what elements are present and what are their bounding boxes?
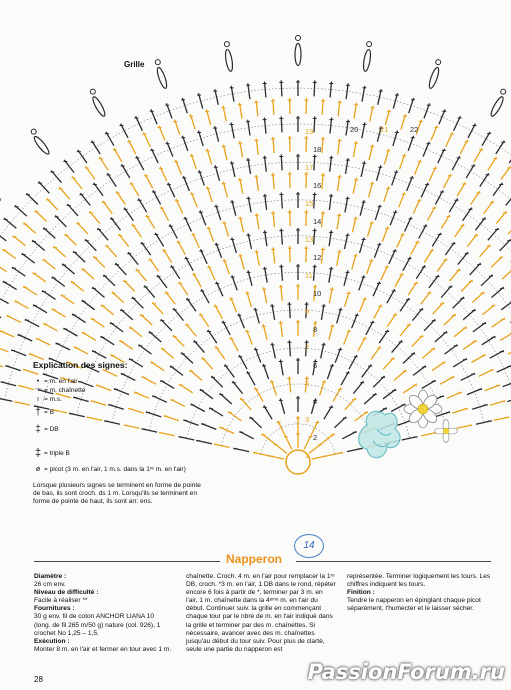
watermark: PassionForum.ru [307,660,505,684]
stitch-mark [0,231,6,241]
stitch-mark [502,268,511,279]
round-number: 7 [305,343,310,352]
page-number: 28 [34,675,43,684]
stitch-mark [501,300,511,310]
supplies-label: Fournitures : [34,605,75,613]
execution-value: Monter 8 m. en l'air et fermer en tour avec 1 m. [34,645,172,653]
round-number: 3 [305,415,310,424]
instructions-col-1 [34,573,172,654]
round-number: 2 [313,433,318,442]
stitch-mark [500,332,511,340]
round-number: 18 [313,145,322,154]
round-number: 12 [313,253,322,262]
legend-item-slip: ⌒ = m. chaînette [34,387,86,396]
round-number: 22 [410,125,419,134]
legend-item-picot: ø = picot (3 m. en l'air, 1 m.s. dans la 1ʳᵉ m. en l'air) [35,466,186,473]
section-title: Napperon [226,552,283,566]
picot-loop [367,42,372,47]
instructions-col-3-text: représentée. Terminer logiquement les tours. Les chiffres indiquent les tours. [347,573,491,589]
stitch-mark [0,311,1,318]
instructions-col-3 [347,573,495,613]
picot-loop [224,42,229,47]
stitch-mark [507,397,511,401]
round-number: 6 [313,361,318,370]
round-number: 5 [305,379,310,388]
stitch-mark [506,193,511,205]
edge-leaf [224,49,234,72]
stitch-mark [0,362,3,367]
edge-leaf [295,44,301,66]
chain-arc [0,124,511,396]
stitch-mark [503,381,511,387]
legend-item-triple: ‡ = triple B [34,447,70,459]
edge-leaf [489,95,505,117]
section-header [34,552,491,567]
diameter-label: Diamètre : [34,573,67,580]
grid-label: Grille [124,60,145,69]
instructions-col-2: chaînette. Croch. 4 m. en l'air pour remplacer la 1ʳᵉ DB, croch. *3 m. en l'air, 1 DB dans le rond, répéter encore 6 fois à partir de *, terminer par 3 m. en l'air, 1 m. chaînette dans la 4ᵉᵐᵉ m. en l'air du début. Continuer suiv. la grille en commençant chaque tour par le nbre de m. en l'air indiqué dans la grille et terminer par des m. chaînettes. Si nécessaire, avancer avec des m. chaînettes jusqu'au début du tour suiv. Pour plus de clarté, seule une partie du napperon est [186,573,336,653]
picot-loop [501,89,506,94]
edge-leaf [428,67,441,90]
picot-loop [296,36,301,41]
round-number: 19 [305,127,314,136]
edge-leaf [362,49,372,72]
execution-label: Exécution : [34,637,70,645]
edge-leaf [156,67,169,90]
legend-item-tr: ‡ = DB [35,424,59,435]
stitch-mark [0,263,7,272]
round-number: 15 [305,199,314,208]
title-rule-left [34,561,220,562]
stitch-mark [0,346,8,352]
finish-label: Finition : [347,589,375,597]
round-number: 20 [350,125,359,134]
picot-loop [155,60,160,65]
round-number: 11 [305,271,313,280]
legend-item-sc: ı = m.s. [37,396,62,403]
picot-loop [90,89,95,94]
legend-title: Explication des signes: [33,360,128,370]
stitch-mark [0,398,12,401]
supplies-value: 30 g env. fil de coton ANCHOR LIANA 10 (long. de fil 265 m/50 g) nature (col. 926), 1 crochet No 1,25 – 1,5. [34,613,161,637]
edge-leaf [0,184,2,203]
title-rule-right [296,561,491,562]
round-number: 17 [305,163,314,172]
legend-item-chain: • = m. en l'air [36,378,78,385]
level-label: Niveau de difficulté : [34,589,99,597]
round-number: 9 [305,307,310,316]
finish-value: Tendre le napperon en épinglant chaque picot séparément, l'humecter et le laisser sécher. [347,597,481,613]
round-number: 1 [305,451,310,460]
legend-note: Lorsque plusieurs signes se terminent en forme de pointe de bas, ils sont croch. ds 1 m. Lorsqu'ils se terminent en forme de pointe de haut, ils sont arr. ens. [33,482,201,506]
legend-item-dc: † = B [35,407,54,418]
round-number: 16 [313,181,322,190]
round-number: 10 [313,289,322,298]
edge-leaf [32,135,51,156]
diameter-value: 26 cm env. [34,581,66,589]
level-value: Facile à réaliser ** [34,597,88,605]
round-number: 14 [313,217,322,226]
round-number: 8 [313,325,318,334]
picot-loop [436,60,441,65]
round-number: 13 [305,235,314,244]
picot-loop [31,129,36,134]
edge-leaf [91,95,107,117]
round-number: 4 [313,397,318,406]
round-number: 21 [380,125,389,134]
handwritten-number: 14 [294,534,324,558]
flower-sticker-image [355,385,465,480]
